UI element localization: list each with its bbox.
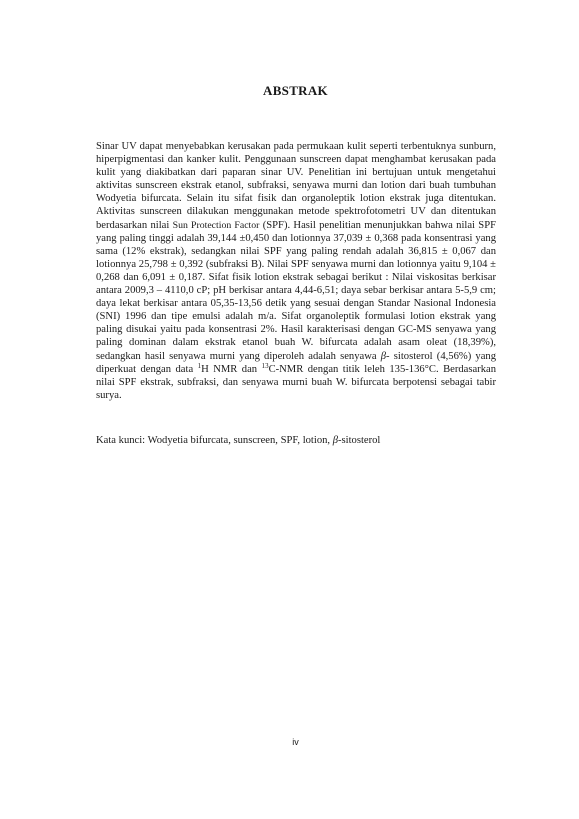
page-number: iv [292,737,299,747]
superscript-1: 1 [197,361,202,370]
abstract-text-part-2: (SPF). Hasil penelitian menunjukkan bahwa nilai SPF yang paling tinggi adalah 39,144 ±0,450 dan lotionnya 37,039 ± 0,368 pada konsentrasi yang sama (12% ekstrak), sedangkan nilai SPF yang paling rendah adalah 36,815 ± 0,067 dan lotionnya 25,798 ± 0,392 (subfraksi B). Nilai SPF senyawa murni dan lotionnya yaitu 9,104 ± 0,268 dan 6,091 ± 0,187. Sifat fisik lotion ekstrak sebagai berikut : Nilai viskositas berkisar antara 2009,3 – 4110,0 cP; pH berkisar antara 4,44-6,51; daya sebar berkisar antara 5-5,9 cm; daya lekat berkisar antara 05,35-13,56 detik yang sesuai dengan Standar Nasional Indonesia (SNI) 1996 dan tipe emulsi adalah m/a. Sifat organoleptik formulasi lotion ekstrak yang paling disukai yaitu pada konsentrasi 2%. Hasil karakterisasi dengan GC-MS senyawa yang paling dominan dalam ekstrak etanol buah W. bifurcata adalah asam oleat (18,39%), sedangkan hasil senyawa murni yang diperoleh adalah senyawa [96,219,496,362]
abstract-paragraph [96,140,496,402]
abstract-text-part-1: Sinar UV dapat menyebabkan kerusakan pada permukaan kulit seperti terbentuknya sunburn, hiperpigmentasi dan kanker kulit. Penggunaan sunscreen dapat menghambat kerusakan pada kulit yang diakibatkan dari paparan sinar UV. Penelitian ini bertujuan untuk mengetahui aktivitas sunscreen ekstrak etanol, subfraksi, senyawa murni dan lotion dari buah tumbuhan Wodyetia bifurcata. Selain itu sifat fisik dan organoleptik lotion ekstrak juga ditentukan. Aktivitas sunscreen dilakukan menggunakan metode spektrofotometri UV dan ditentukan berdasarkan nilai [96,141,496,231]
superscript-13: 13 [261,361,269,370]
keywords-text: Kata kunci: Wodyetia bifurcata, sunscreen, SPF, lotion, [96,435,333,446]
page-title: ABSTRAK [263,83,328,98]
spf-term: Sun Protection Factor [172,219,260,231]
abstract-text-part-4: H NMR dan [201,363,262,375]
abstract-text-part-3: - sitosterol (4,56%) yang diperkuat dengan data [96,350,497,375]
keywords-suffix: -sitosterol [338,435,381,446]
keywords-line [96,434,496,447]
keywords-beta-symbol: β [332,435,338,446]
abstract-text-part-5: C-NMR dengan titik leleh 135-136°C. Berdasarkan nilai SPF ekstrak, subfraksi, dan senyawa murni buah W. bifurcata berpotensi sebagai tabir surya. [96,363,497,401]
beta-symbol: β [380,350,387,362]
